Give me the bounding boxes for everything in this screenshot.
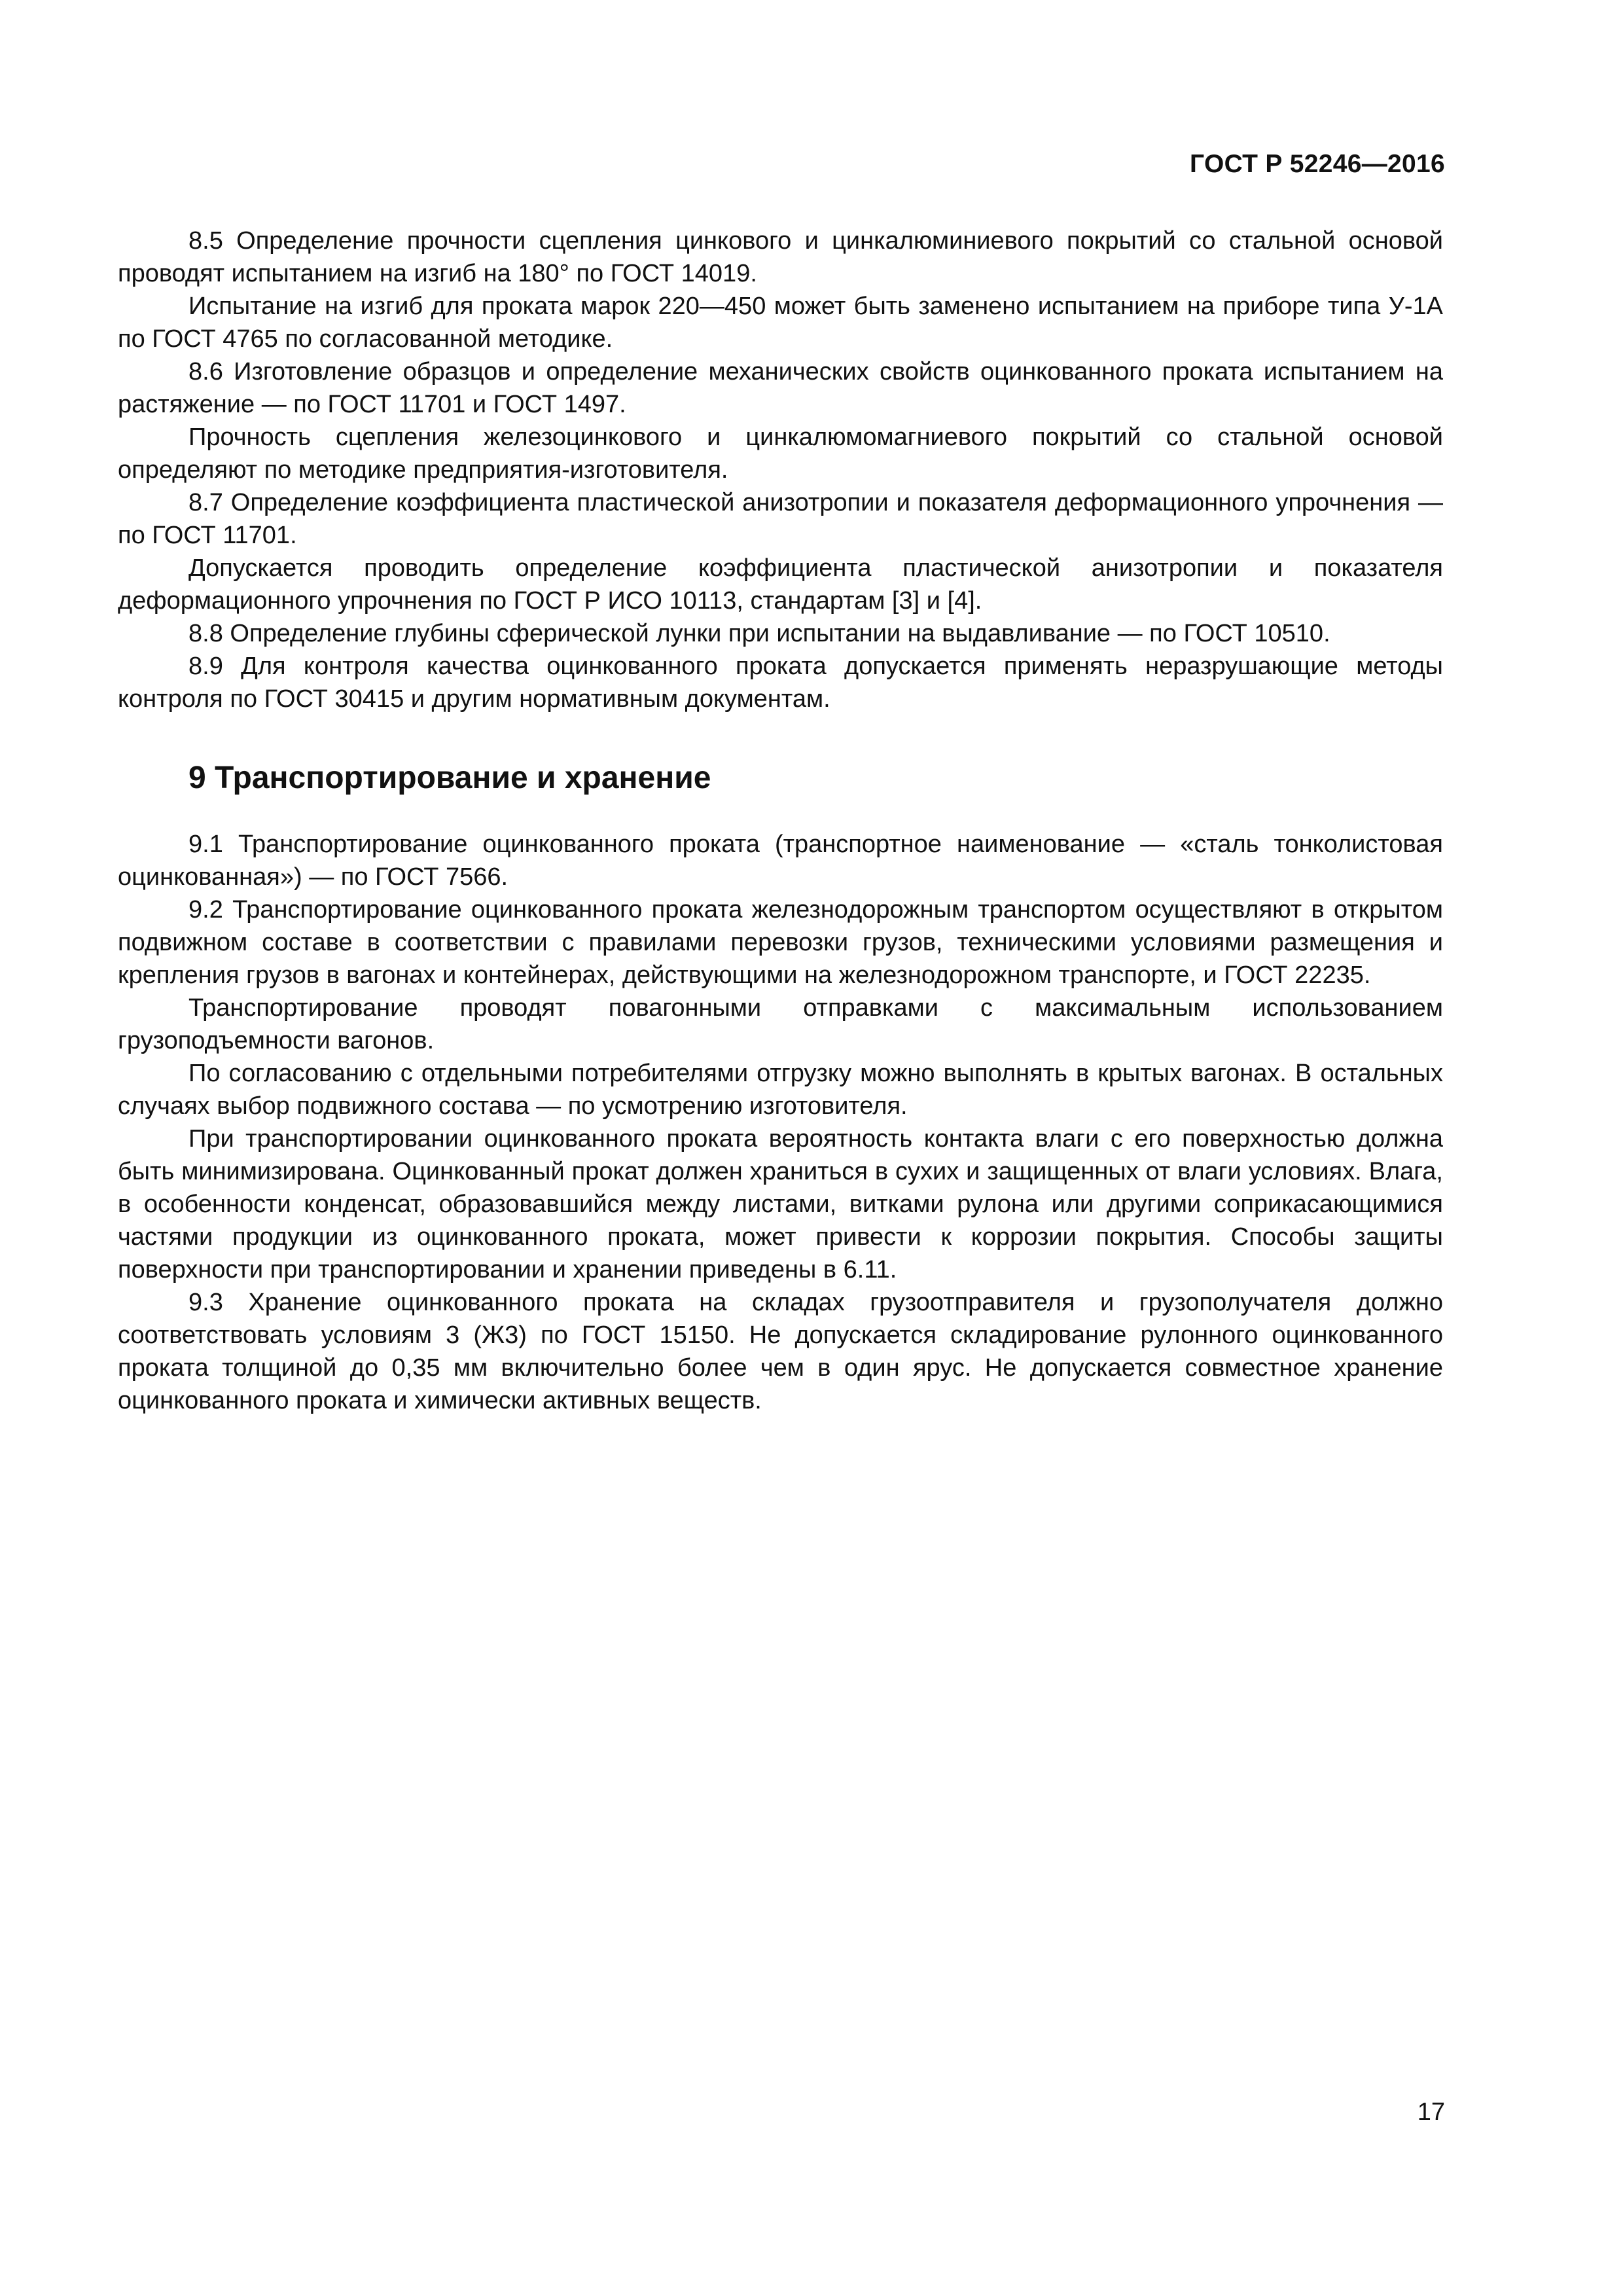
paragraph-8-6: 8.6 Изготовление образцов и определение механических свойств оцинкованного проката испытанием на растяжение — по ГОСТ 11701 и ГОСТ 1497. (118, 358, 1443, 418)
paragraph-8-5-note: Испытание на изгиб для проката марок 220—450 может быть заменено испытанием на приборе типа У-1А по ГОСТ 4765 по согласованной методике. (118, 293, 1443, 353)
paragraph-9-1: 9.1 Транспортирование оцинкованного проката (транспортное наименование — «сталь тонколистовая оцинкованная») — по ГОСТ 7566. (118, 831, 1443, 891)
section-9-title: 9 Транспортирование и хранение (188, 761, 711, 795)
page-content (118, 224, 1443, 1417)
paragraph-8-9: 8.9 Для контроля качества оцинкованного проката допускается применять неразрушающие методы контроля по ГОСТ 30415 и другим нормативным документам. (118, 653, 1443, 713)
paragraph-8-6-note: Прочность сцепления железоцинкового и цинкалюмомагниевого покрытий со стальной основой определяют по методике предприятия-изготовителя. (118, 423, 1443, 484)
page-number: 17 (1417, 2098, 1445, 2126)
paragraph-9-2-moisture: При транспортировании оцинкованного проката вероятность контакта влаги с его поверхностью должна быть минимизирована. Оцинкованный прокат должен храниться в сухих и защищенных от влаги условиях. Влага, в особенности конденсат, образовавшийся между листами, витками рулона или другими соприкасающимися частями продукции из оцинкованного проката, может привести к коррозии покрытия. Способы защиты поверхности при транспортировании и хранении приведены в 6.11. (118, 1125, 1443, 1283)
paragraph-8-7: 8.7 Определение коэффициента пластической анизотропии и показателя деформационного упрочнения — по ГОСТ 11701. (118, 489, 1443, 549)
paragraph-8-7-note: Допускается проводить определение коэффициента пластической анизотропии и показателя деформационного упрочнения по ГОСТ Р ИСО 10113, стандартам [3] и [4]. (118, 554, 1443, 615)
paragraph-9-2: 9.2 Транспортирование оцинкованного проката железнодорожным транспортом осуществляют в открытом подвижном составе в соответствии с правилами перевозки грузов, техническими условиями размещения и крепления грузов в вагонах и контейнерах, действующими на железнодорожном транспорте, и ГОСТ 22235. (118, 896, 1443, 989)
paragraph-9-2-covered: По согласованию с отдельными потребителями отгрузку можно выполнять в крытых вагонах. В остальных случаях выбор подвижного состава — по усмотрению изготовителя. (118, 1060, 1443, 1120)
paragraph-8-5: 8.5 Определение прочности сцепления цинкового и цинкалюминиевого покрытий со стальной основой проводят испытанием на изгиб на 180° по ГОСТ 14019. (118, 227, 1443, 287)
paragraph-9-2-wagons: Транспортирование проводят повагонными отправками с максимальным использованием грузоподъемности вагонов. (118, 994, 1443, 1054)
paragraph-8-8: 8.8 Определение глубины сферической лунки при испытании на выдавливание — по ГОСТ 10510. (188, 620, 1330, 647)
document-id-header: ГОСТ Р 52246—2016 (1190, 150, 1445, 178)
paragraph-9-3: 9.3 Хранение оцинкованного проката на складах грузоотправителя и грузополучателя должно соответствовать условиям 3 (Ж3) по ГОСТ 15150. Не допускается складирование рулонного оцинкованного проката толщиной до 0,35 мм включительно более чем в один ярус. Не допускается совместное хранение оцинкованного проката и химически активных веществ. (118, 1289, 1443, 1414)
